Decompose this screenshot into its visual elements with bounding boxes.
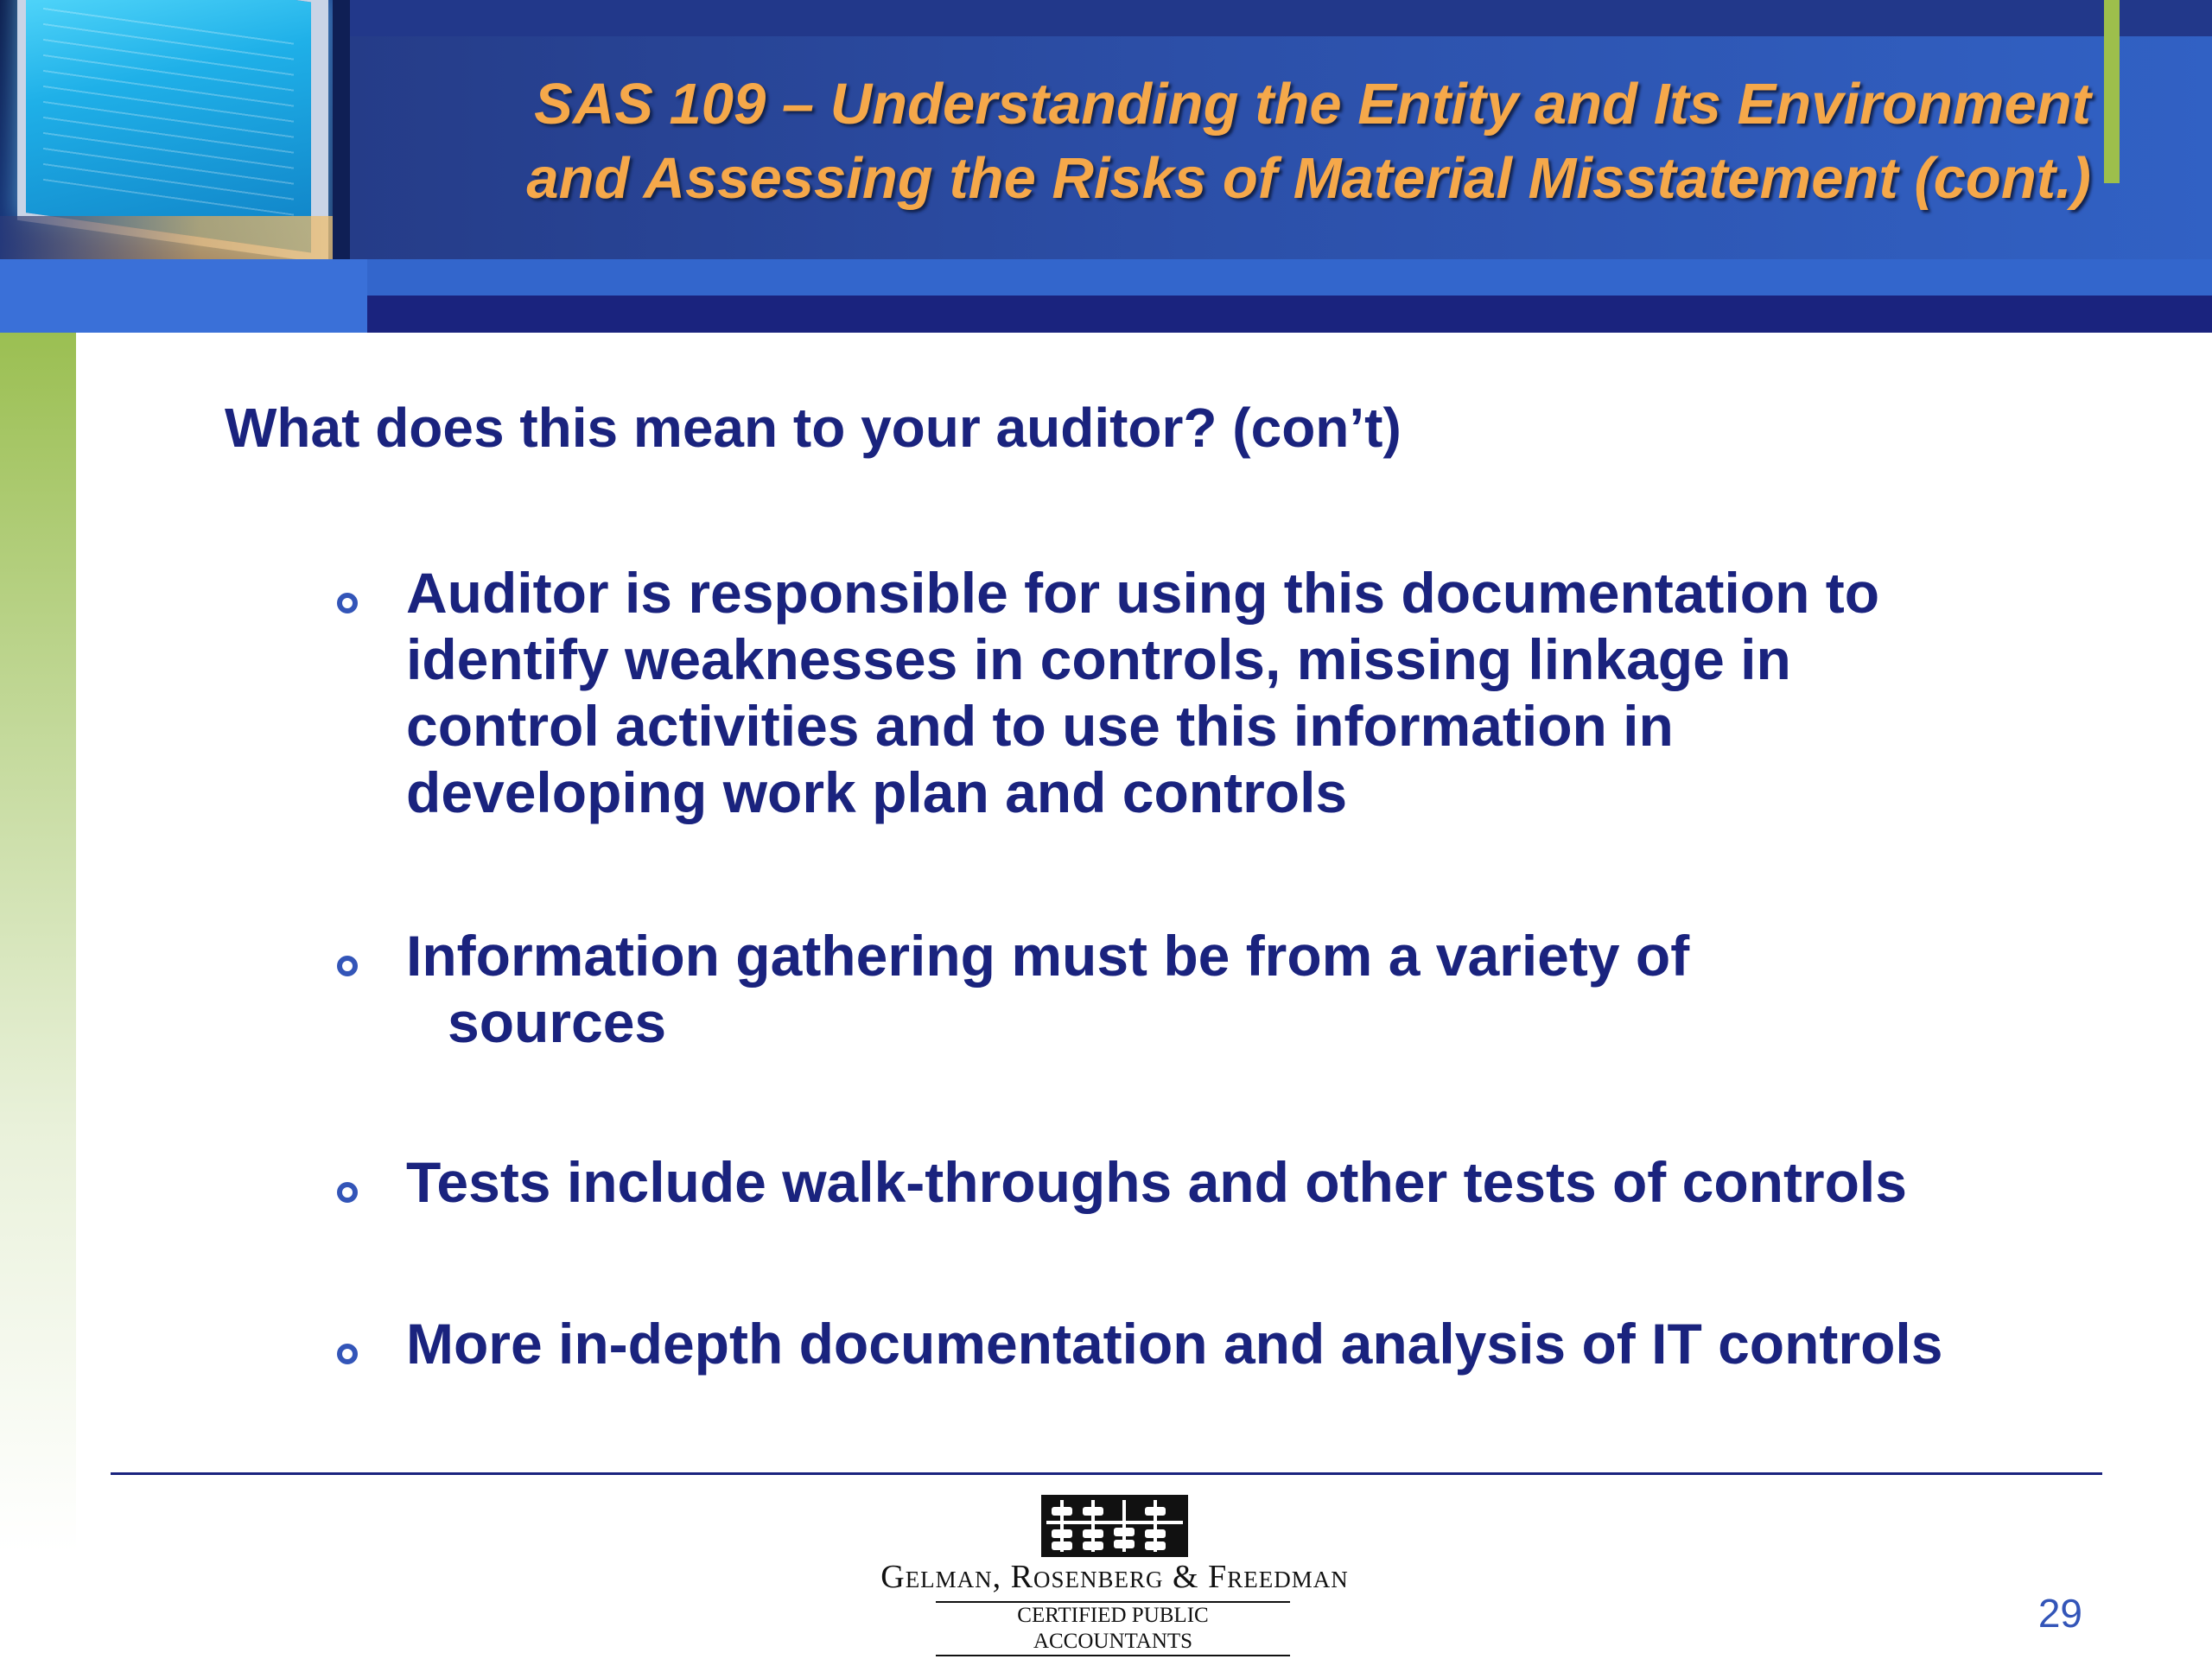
bullet-line-indented xyxy=(406,989,2091,1056)
slide-title-line-2: and Assessing the Risks of Material Misstatement (cont.) xyxy=(526,146,2091,211)
slide-title-line-1: SAS 109 – Understanding the Entity and Its Environment xyxy=(534,72,2091,137)
bullet-text xyxy=(406,560,2091,826)
header-corner-block xyxy=(0,259,367,333)
bullet-text xyxy=(406,1311,2091,1377)
monitor-glow xyxy=(0,216,333,259)
bullet-line: Auditor is responsible for using this documentation to xyxy=(406,561,1880,625)
firm-name: Gelman, Rosenberg & Freedman xyxy=(880,1559,1349,1595)
bullet-line: control activities and to use this information in xyxy=(406,694,1674,758)
hollow-circle-bullet-icon xyxy=(337,1182,358,1203)
bullet-line: developing work plan and controls xyxy=(406,760,1348,824)
hollow-circle-bullet-icon xyxy=(337,1344,358,1364)
bullet-line: More in-depth documentation and analysis of IT controls xyxy=(406,1312,1943,1376)
hollow-circle-bullet-icon xyxy=(337,593,358,613)
header-top-line xyxy=(350,0,2212,36)
header-stripe-dark xyxy=(367,296,2212,333)
bullet-line-text: sources xyxy=(448,990,667,1054)
hollow-circle-bullet-icon xyxy=(337,956,358,976)
photo-divider xyxy=(333,0,350,259)
bullet-text xyxy=(406,1149,2091,1216)
abacus-logo-icon xyxy=(1041,1495,1188,1557)
bullet-text xyxy=(406,923,2091,1056)
bullet-line: identify weaknesses in controls, missing linkage in xyxy=(406,627,1791,691)
section-question: What does this mean to your auditor? (con’t) xyxy=(225,397,1402,459)
bullet-line: Tests include walk-throughs and other tests of controls xyxy=(406,1150,1907,1214)
slide-header xyxy=(0,0,2212,333)
footer-divider xyxy=(111,1472,2102,1475)
left-gradient-bar xyxy=(0,333,76,1659)
slide-title xyxy=(423,67,2091,216)
page-number: 29 xyxy=(2037,1591,2082,1636)
green-accent-bar xyxy=(2104,0,2120,183)
bullet-line: Information gathering must be from a variety of xyxy=(406,924,1690,988)
computer-monitor-photo xyxy=(0,0,333,259)
firm-tagline: CERTIFIED PUBLIC ACCOUNTANTS xyxy=(936,1601,1290,1656)
